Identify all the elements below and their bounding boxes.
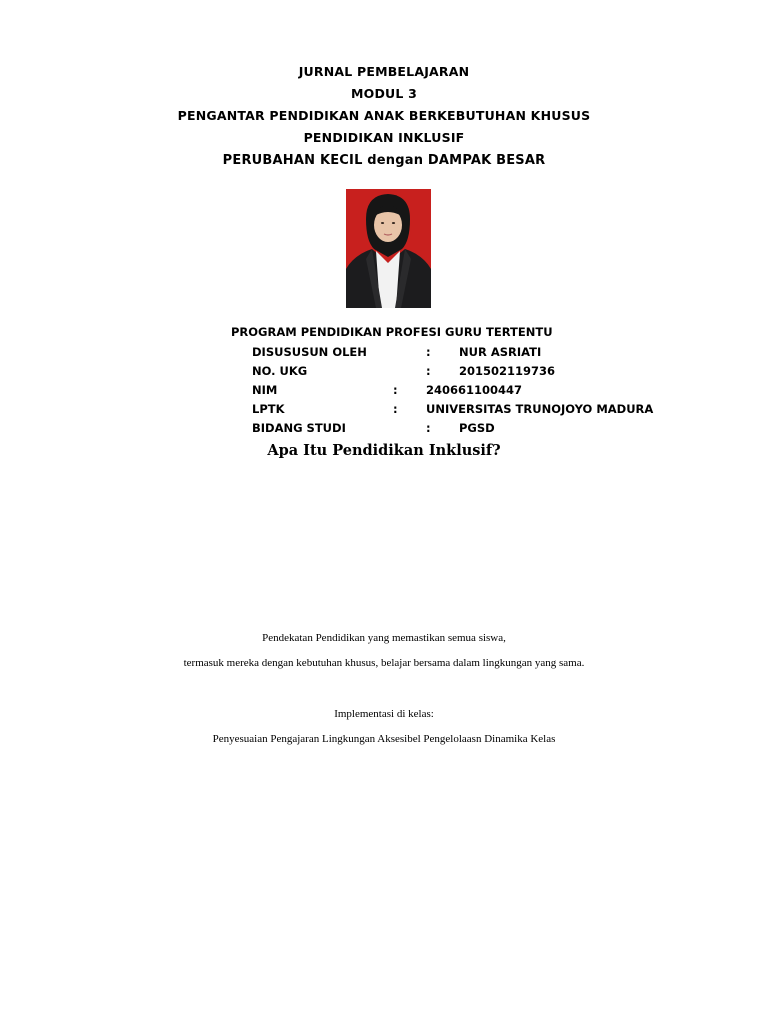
info-value: 201502119736 [459, 364, 556, 378]
program-name: PROGRAM PENDIDIKAN PROFESI GURU TERTENTU [231, 325, 553, 339]
info-value: NUR ASRIATI [459, 345, 542, 359]
title-pengantar: PENGANTAR PENDIDIKAN ANAK BERKEBUTUHAN KHUSUS [177, 108, 591, 123]
info-separator: : [426, 364, 431, 378]
info-row-lptk [252, 402, 652, 418]
body-implementation-list: Penyesuaian Pengajaran Lingkungan Aksesibel Pengelolaasn Dinamika Kelas [212, 733, 556, 745]
title-inklusif: PENDIDIKAN INKLUSIF [303, 130, 465, 145]
info-separator: : [426, 345, 431, 359]
body-implementation-heading: Implementasi di kelas: [334, 708, 434, 720]
info-row-nim [252, 383, 652, 399]
info-separator: : [393, 402, 398, 416]
info-value: PGSD [459, 421, 495, 435]
info-label: NO. UKG [252, 364, 308, 378]
body-definition-2: termasuk mereka dengan kebutuhan khusus, belajar bersama dalam lingkungan yang sama. [183, 657, 585, 669]
info-value: 240661100447 [426, 383, 523, 397]
body-definition-1: Pendekatan Pendidikan yang memastikan semua siswa, [262, 632, 506, 644]
info-row-ukg [252, 364, 652, 380]
section-question: Apa Itu Pendidikan Inklusif? [267, 442, 501, 459]
info-label: LPTK [252, 402, 285, 416]
info-label: NIM [252, 383, 278, 397]
info-row-author [252, 345, 652, 361]
info-row-bidang [252, 421, 652, 437]
title-modul: MODUL 3 [350, 86, 417, 101]
info-separator: : [393, 383, 398, 397]
info-value: UNIVERSITAS TRUNOJOYO MADURA [426, 402, 654, 416]
title-perubahan: PERUBAHAN KECIL dengan DAMPAK BESAR [222, 153, 546, 168]
info-separator: : [426, 421, 431, 435]
info-label: DISUSUSUN OLEH [252, 345, 367, 359]
title-jurnal: JURNAL PEMBELAJARAN [298, 64, 470, 79]
author-photo [346, 189, 431, 308]
info-label: BIDANG STUDI [252, 421, 346, 435]
